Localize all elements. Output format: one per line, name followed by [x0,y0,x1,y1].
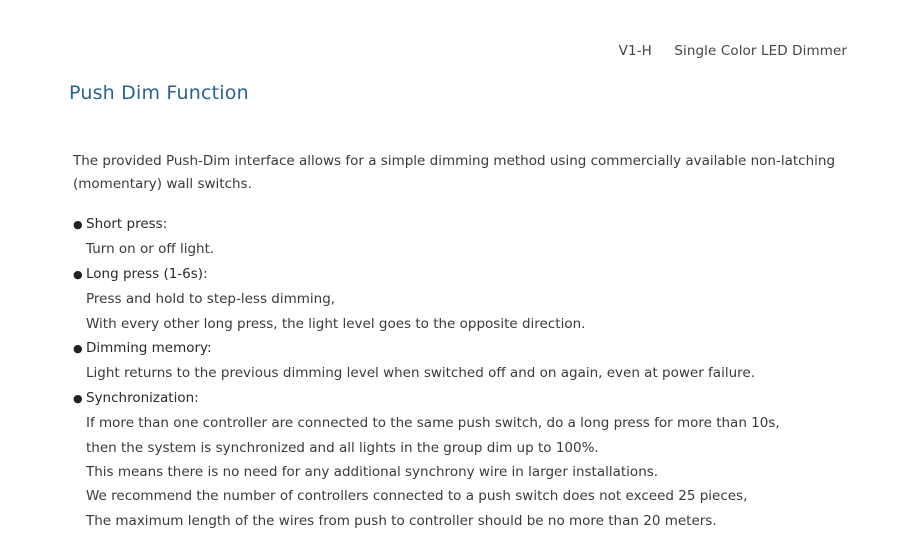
feature-title-text: Long press (1-6s): [86,265,208,282]
feature-title [73,262,863,287]
feature-line: If more than one controller are connected to the same push switch, do a long press for more than 10s, [86,415,780,432]
section-title: Push Dim Function [69,82,249,104]
feature-synchronization [73,386,863,533]
product-name: Single Color LED Dimmer [674,43,847,59]
intro-paragraph [73,150,843,196]
bullet-icon: ● [73,391,83,405]
feature-dimming-memory [73,336,863,386]
feature-title-text: Dimming memory: [86,340,212,357]
feature-short-press [73,212,863,262]
feature-line: We recommend the number of controllers connected to a push switch does not exceed 25 pieces, [86,488,748,505]
feature-title [73,386,863,411]
bullet-icon: ● [73,342,83,356]
feature-title [73,212,863,237]
feature-long-press [73,262,863,336]
feature-line: Press and hold to step-less dimming, [86,291,336,308]
bullet-icon: ● [73,218,83,231]
bullet-icon: ● [73,267,83,281]
intro-line: (momentary) wall switchs. [73,176,252,192]
model-number: V1-H [618,43,652,59]
feature-line: Turn on or off light. [86,241,215,258]
feature-title [73,336,863,361]
feature-title-text: Synchronization: [86,389,199,406]
feature-line: The maximum length of the wires from push to controller should be no more than 20 meters. [86,512,717,529]
intro-line: The provided Push-Dim interface allows for a simple dimming method using commercially available non-latching [73,153,836,169]
feature-list [73,212,863,533]
page-header [619,43,847,59]
feature-line: then the system is synchronized and all lights in the group dim up to 100%. [86,439,599,456]
feature-title-text: Short press: [86,216,168,232]
feature-line: This means there is no need for any additional synchrony wire in larger installations. [86,464,659,481]
feature-line: Light returns to the previous dimming level when switched off and on again, even at power failure. [86,365,755,382]
feature-line: With every other long press, the light level goes to the opposite direction. [86,315,586,332]
